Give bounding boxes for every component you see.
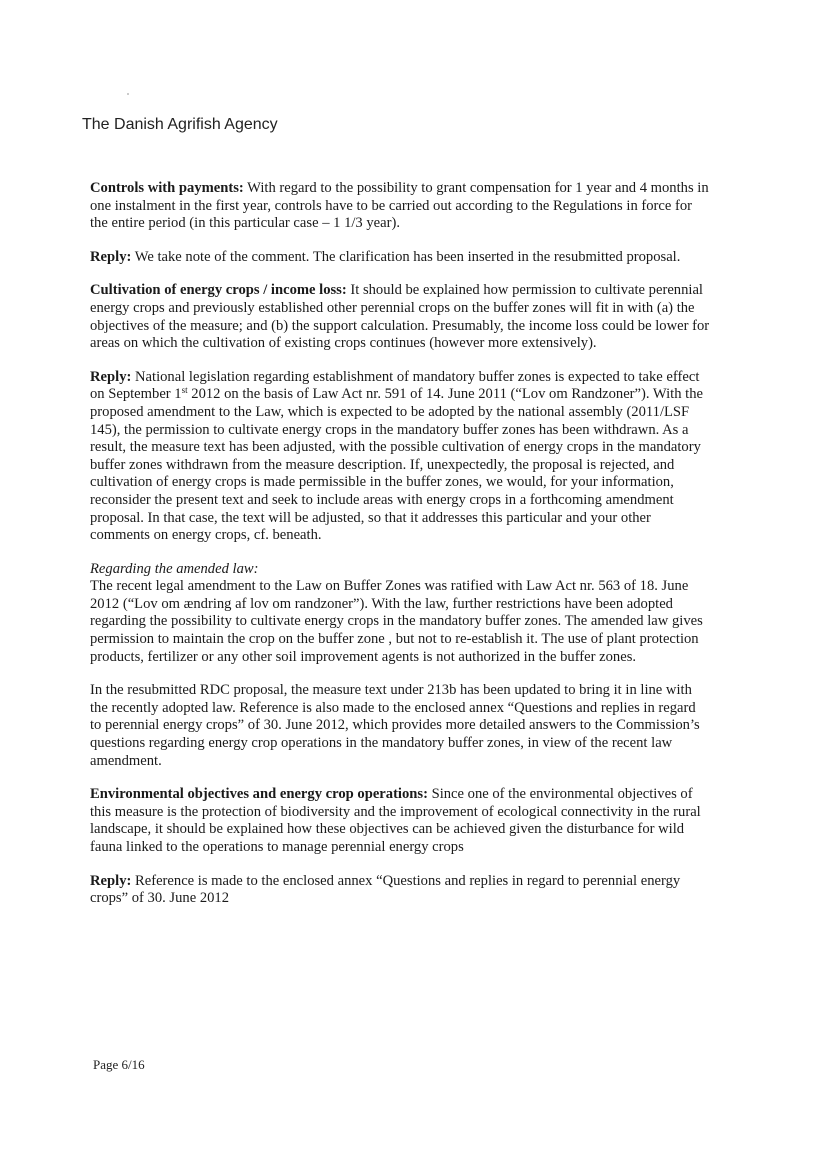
page-number: Page 6/16 <box>93 1057 145 1072</box>
reply-2-superscript: st <box>181 385 188 396</box>
controls-text: With regard to the possibility to grant compensation for 1 year and 4 months in one instalment in the first year, controls have to be carried out according to the Regulations in force for the entire period (in this particular case – 1 1/3 year). <box>90 180 709 232</box>
reply-3-paragraph <box>90 873 710 908</box>
controls-paragraph <box>90 180 710 233</box>
cultivation-heading: Cultivation of energy crops / income loss: <box>90 282 347 299</box>
rdc-paragraph: In the resubmitted RDC proposal, the measure text under 213b has been updated to bring it in line with the recently adopted law. Reference is also made to the enclosed annex “Questions and replies in regard to perennial energy crops” of 30. June 2012, which provides more detailed answers to the Commission’s questions regarding energy crop operations in the mandatory buffer zones, in view of the recent law amendment. <box>90 682 700 769</box>
cultivation-text: It should be explained how permission to cultivate perennial energy crops and previously established other perennial crops on the buffer zones will fit in with (a) the objectives of the measure; and (b) the support calculation. Presumably, the income loss could be lower for areas on which the cultivation of existing crops continues (however more extensively). <box>90 282 710 352</box>
agency-header: The Danish Agrifish Agency <box>82 116 278 133</box>
reply-2-text-b: 2012 on the basis of Law Act nr. 591 of 14. June 2011 (“Lov om Randzoner”). With the proposed amendment to the Law, which is expected to be adopted by the national assembly (2011/LSF 145), the permission to cultivate energy crops in the mandatory buffer zones has been withdrawn. As a result, the measure text has been adjusted, with the possible cultivation of energy crops in the mandatory buffer zones withdrawn from the measure description. If, unexpectedly, the proposal is rejected, and cultivation of energy crops is made permissible in the buffer zones, we would, for your information, reconsider the present text and seek to include areas with energy crops in a forthcoming amendment proposal. In that case, the text will be adjusted, so that it addresses this particular and your other comments on energy crops, cf. beneath. <box>90 386 703 544</box>
reply-3-text: Reference is made to the enclosed annex “Questions and replies in regard to perennial energy crops” of 30. June 2012 <box>90 872 681 907</box>
reply-2-paragraph <box>90 369 710 545</box>
reply-1-label: Reply: <box>90 248 132 265</box>
reply-1-paragraph <box>90 249 710 267</box>
reply-3-label: Reply: <box>90 872 132 889</box>
controls-heading: Controls with payments: <box>90 180 244 196</box>
amended-heading-line <box>90 561 710 579</box>
cultivation-paragraph <box>90 282 710 352</box>
environmental-paragraph <box>90 786 710 856</box>
reply-2-label: Reply: <box>90 368 132 385</box>
reply-2-text-a: National legislation regarding establishment of mandatory buffer zones is expected to take effect on September 1 <box>90 368 700 403</box>
document-body <box>90 180 710 924</box>
scan-speck <box>127 93 129 95</box>
environmental-heading: Environmental objectives and energy crop operations: <box>90 786 428 803</box>
environmental-text: Since one of the environmental objectives of this measure is the protection of biodiversity and the improvement of ecological connectivity in the rural landscape, it should be explained how these objectives can be achieved given the disturbance for wild fauna linked to the operations to manage perennial energy crops <box>90 786 701 855</box>
amended-heading: Regarding the amended law: <box>90 560 259 577</box>
reply-1-text: We take note of the comment. The clarification has been inserted in the resubmitted proposal. <box>131 248 681 265</box>
amended-paragraph: The recent legal amendment to the Law on Buffer Zones was ratified with Law Act nr. 563 of 18. June 2012 (“Lov om ændring af lov om randzoner”). With the law, further restrictions have been adopted regarding the possibility to cultivate energy crops in the mandatory buffer zones. The amended law gives permission to maintain the crop on the buffer zone , but not to re-establish it. The use of plant protection products, fertilizer or any other soil improvement agents is not authorized in the buffer zones. <box>90 578 703 665</box>
